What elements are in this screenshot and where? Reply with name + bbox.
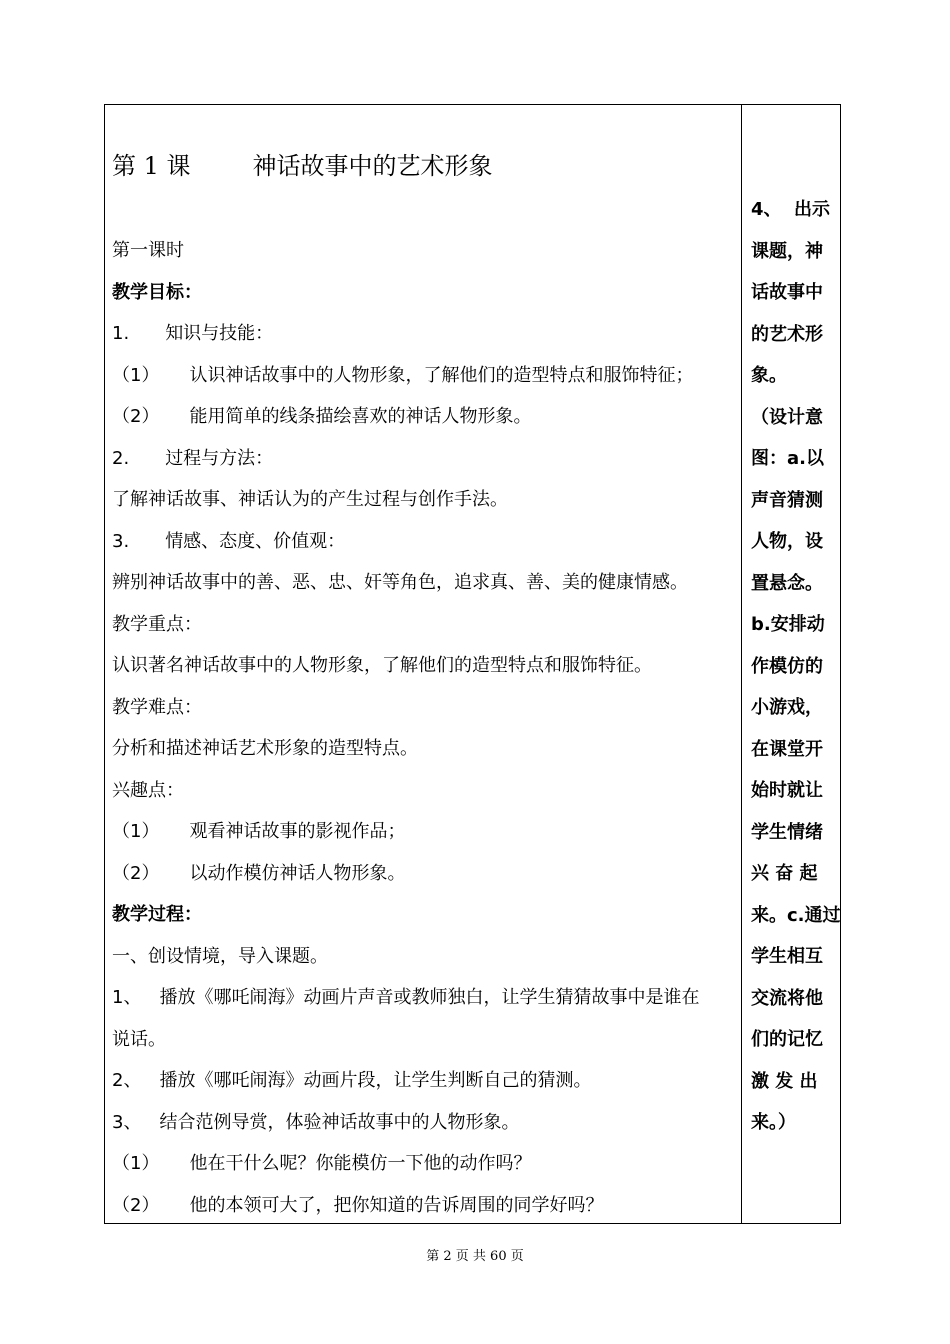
line-text: 过程与方法： (165, 448, 274, 469)
line-text: 播放《哪吒闹海》动画片段，让学生判断自己的猜测。 (159, 1070, 592, 1091)
line-prefix: 2、 (112, 1070, 142, 1091)
body-line (112, 862, 405, 886)
line-text: 教学重点： (112, 614, 202, 635)
body-line (112, 530, 345, 554)
body-line (112, 945, 328, 969)
body-line (112, 779, 184, 803)
design-note-line: 象。 (751, 365, 787, 386)
body-line (112, 405, 531, 429)
body-line (112, 613, 202, 637)
lesson-title-text: 神话故事中的艺术形象 (252, 152, 493, 180)
line-text: 播放《哪吒闹海》动画片声音或教师独白，让学生猜猜故事中是谁在 (159, 987, 700, 1008)
line-prefix: （2） (112, 406, 160, 427)
line-text: 能用简单的线条描绘喜欢的神话人物形象。 (189, 406, 532, 427)
line-text: 说话。 (112, 1029, 166, 1050)
line-prefix: （1） (112, 1153, 160, 1174)
design-note-line: 来。c.通过 (751, 905, 841, 926)
body-line (112, 1028, 166, 1052)
body-line (112, 322, 273, 346)
design-note-line: 4、 出示 (751, 199, 831, 220)
line-prefix: （2） (112, 1195, 160, 1216)
body-line (112, 986, 699, 1010)
line-text: 教学难点： (112, 697, 202, 718)
body-line (112, 1069, 591, 1093)
design-note-line: 学生情绪 (751, 822, 823, 843)
body-line (112, 737, 418, 761)
line-text: 观看神话故事的影视作品； (189, 821, 406, 842)
design-note-line: 始时就让 (751, 780, 823, 801)
line-prefix: 3、 (112, 1112, 142, 1133)
line-text: 认识著名神话故事中的人物形象，了解他们的造型特点和服饰特征。 (112, 655, 652, 676)
body-line (112, 654, 652, 678)
design-note-line: 声音猜测 (751, 490, 823, 511)
line-prefix: （2） (112, 863, 160, 884)
design-note-line: （设计意 (751, 407, 823, 428)
design-note-line: 课题，神 (751, 241, 823, 262)
body-line (112, 239, 184, 263)
design-note-line: 置悬念。 (751, 573, 823, 594)
line-prefix: 1、 (112, 987, 142, 1008)
design-note-line: b.安排动 (751, 614, 825, 635)
line-text: 分析和描述神话艺术形象的造型特点。 (112, 738, 418, 759)
body-line (112, 1111, 519, 1135)
body-line (112, 488, 508, 512)
line-text: 教学过程： (112, 904, 202, 925)
line-text: 教学目标： (112, 282, 202, 303)
line-prefix: 3. (112, 531, 130, 552)
line-text: 兴趣点： (112, 780, 184, 801)
design-note-line: 在课堂开 (751, 739, 823, 760)
lesson-title (112, 151, 493, 181)
line-text: 知识与技能： (165, 323, 274, 344)
design-note-line: 人物，设 (751, 531, 823, 552)
design-note-line: 作模仿的 (751, 656, 823, 677)
line-text: 了解神话故事、神话认为的产生过程与创作手法。 (112, 489, 508, 510)
lesson-table (104, 104, 841, 1224)
body-line (112, 571, 688, 595)
body-line (112, 364, 693, 388)
design-note-line: 图：a.以 (751, 448, 824, 469)
line-prefix: （1） (112, 365, 160, 386)
body-line (112, 447, 273, 471)
line-text: 结合范例导赏，体验神话故事中的人物形象。 (159, 1112, 520, 1133)
page-footer: 第 2 页 共 60 页 (426, 1249, 524, 1264)
body-line (112, 696, 202, 720)
line-text: 他的本领可大了，把你知道的告诉周围的同学好吗？ (189, 1195, 604, 1216)
design-note-line: 话故事中 (751, 282, 823, 303)
body-line (112, 1152, 531, 1176)
line-text: 以动作模仿神话人物形象。 (189, 863, 406, 884)
line-prefix: 1. (112, 323, 130, 344)
design-note-line: 激 发 出 (751, 1071, 818, 1092)
line-prefix: （1） (112, 821, 160, 842)
design-note-line: 们的记忆 (751, 1029, 823, 1050)
design-note-line: 学生相互 (751, 946, 823, 967)
design-note-line: 的艺术形 (751, 324, 823, 345)
body-line (112, 903, 202, 927)
body-line (112, 820, 405, 844)
design-note-line: 兴 奋 起 (751, 863, 818, 884)
line-text: 情感、态度、价值观： (165, 531, 346, 552)
line-text: 一、创设情境，导入课题。 (112, 946, 328, 967)
line-prefix: 2. (112, 448, 130, 469)
line-text: 他在干什么呢？你能模仿一下他的动作吗？ (189, 1153, 532, 1174)
body-line (112, 1194, 603, 1218)
lesson-number: 第 1 课 (112, 152, 191, 180)
line-text: 第一课时 (112, 240, 184, 261)
line-text: 辨别神话故事中的善、恶、忠、奸等角色，追求真、善、美的健康情感。 (112, 572, 688, 593)
column-divider (741, 105, 742, 1223)
design-note-line: 来。） (751, 1112, 796, 1133)
design-note-line: 小游戏， (751, 697, 823, 718)
line-text: 认识神话故事中的人物形象，了解他们的造型特点和服饰特征； (189, 365, 694, 386)
body-line (112, 281, 202, 305)
design-note-line: 交流将他 (751, 988, 823, 1009)
